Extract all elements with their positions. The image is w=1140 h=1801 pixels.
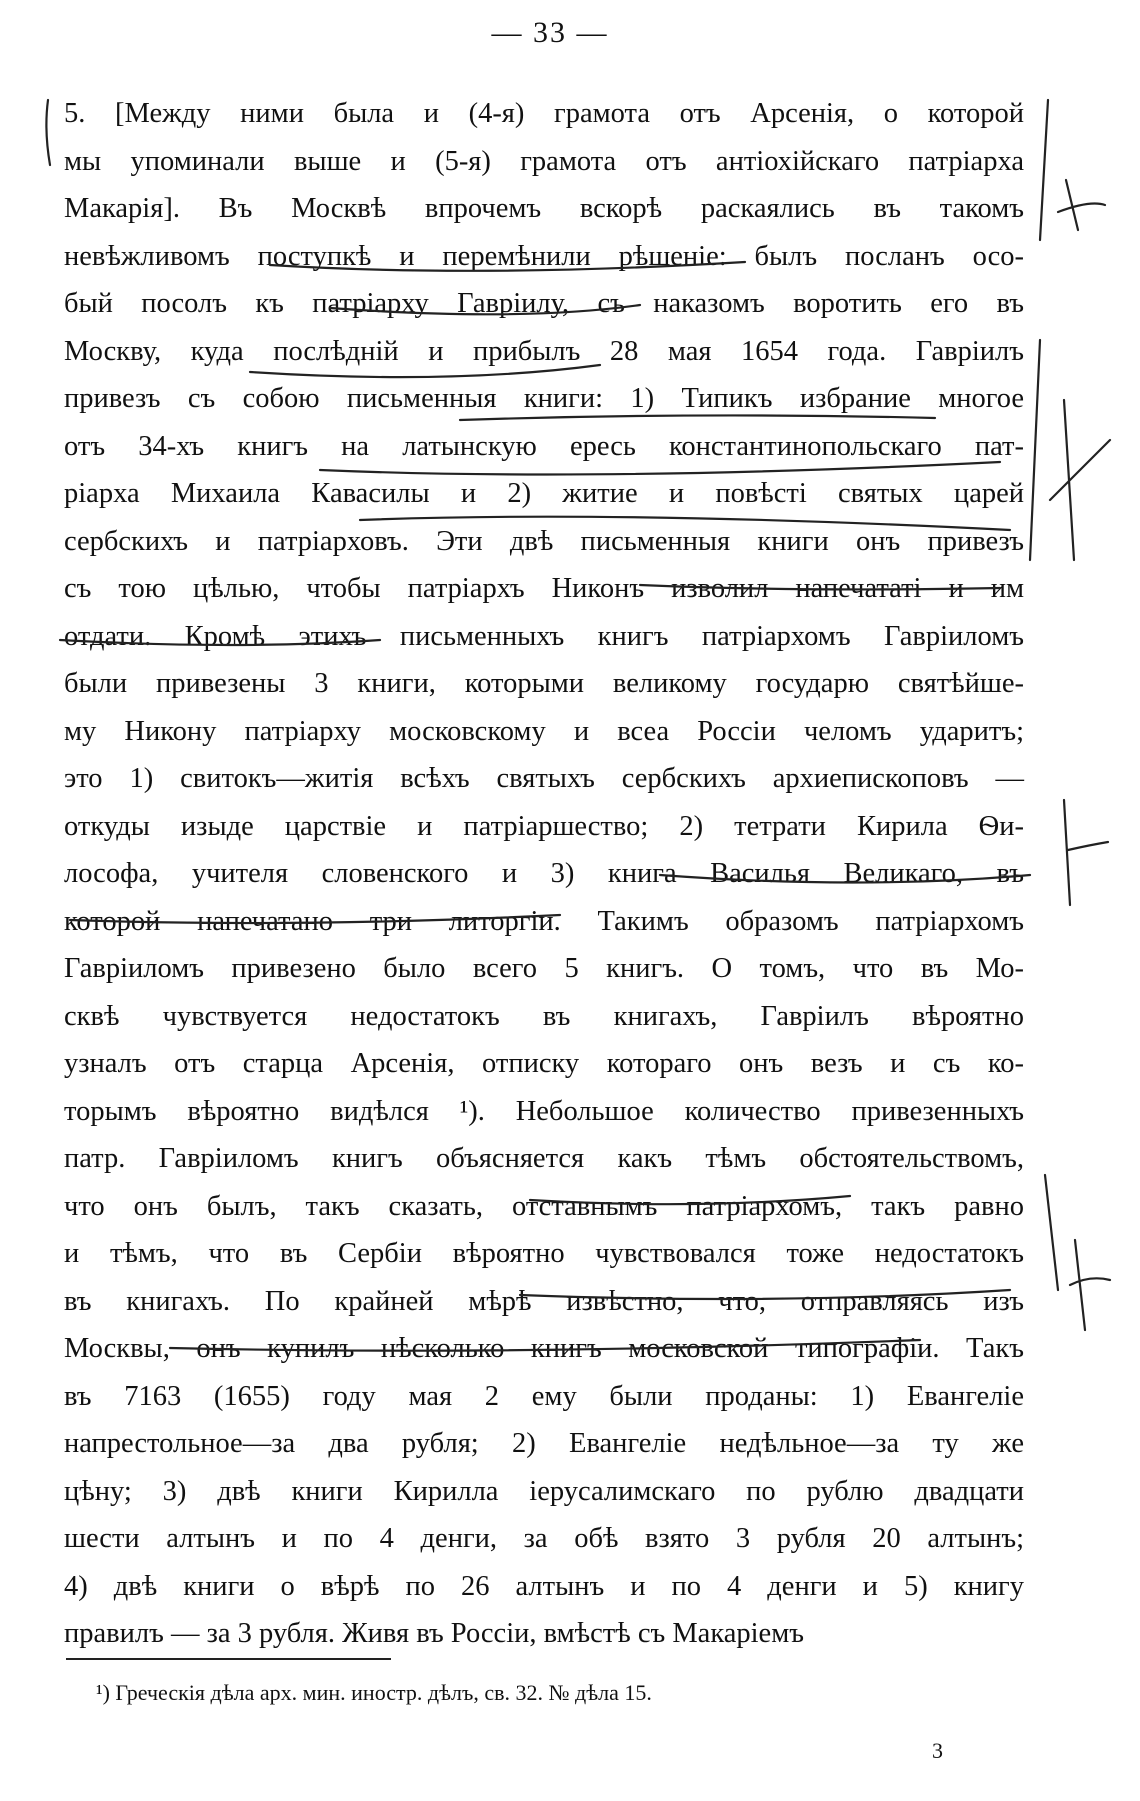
margin-bracket-mark — [46, 100, 50, 165]
text-line: сквѣ чувствуется недостатокъ въ книгахъ, Гавріилъ вѣроятно — [64, 1000, 1024, 1032]
margin-cross-mark — [1064, 800, 1108, 905]
text-line: въ книгахъ. По крайней мѣрѣ извѣстно, что, отправляясь изъ — [64, 1285, 1024, 1317]
margin-cross-mark — [1050, 400, 1110, 560]
text-line: бый посолъ къ патріарху Гавріилу, съ наказомъ воротить его въ — [64, 288, 1024, 319]
text-line: привезъ съ собою письменныя книги: 1) Типикъ избрание многое — [64, 383, 1024, 414]
margin-line-mark — [1045, 1175, 1058, 1290]
text-line: съ тою цѣлью, чтобы патріархъ Никонъ изволил напечататі и им — [64, 573, 1024, 604]
text-line: невѣжливомъ поступкѣ и перемѣнили рѣшеніе: былъ посланъ осо- — [64, 240, 1024, 272]
footnote: ¹) Греческія дѣла арх. мин. иностр. дѣлъ, св. 32. № дѣла 15. — [96, 1680, 652, 1705]
text-line: Москву, куда послѣдній и прибылъ 28 мая 1654 года. Гавріилъ — [64, 335, 1024, 367]
text-line: это 1) свитокъ—житія всѣхъ святыхъ сербскихъ архиепископовъ — — [64, 763, 1024, 794]
text-line: лософа, учителя словенского и 3) книга Василья Великаго, въ — [64, 858, 1024, 889]
text-line: 5. [Между ними была и (4-я) грамота отъ Арсенія, о которой — [64, 98, 1024, 129]
text-line: узналъ отъ старца Арсенія, отписку котораго онъ везъ и съ ко- — [64, 1048, 1024, 1079]
text-line: отдати. Кромѣ этихъ письменныхъ книгъ патріархомъ Гавріиломъ — [64, 620, 1024, 652]
margin-check-mark — [1058, 180, 1105, 230]
text-line: торымъ вѣроятно видѣлся ¹). Небольшое количество привезенныхъ — [64, 1095, 1024, 1127]
footnote-divider — [66, 1658, 391, 1660]
text-line: цѣну; 3) двѣ книги Кирилла іерусалимскаго по рублю двадцати — [64, 1475, 1024, 1507]
text-line: сербскихъ и патріарховъ. Эти двѣ письменныя книги онъ привезъ — [64, 525, 1024, 557]
text-line: въ 7163 (1655) году мая 2 ему были проданы: 1) Евангеліе — [64, 1380, 1024, 1412]
margin-cross-mark — [1070, 1240, 1110, 1330]
margin-line-mark — [1030, 340, 1040, 560]
printer-signature-mark: 3 — [932, 1738, 943, 1763]
text-line: мы упоминали выше и (5-я) грамота отъ антіохійскаго патріарха — [64, 145, 1024, 177]
text-line: 4) двѣ книги о вѣрѣ по 26 алтынъ и по 4 денги и 5) книгу — [64, 1570, 1024, 1602]
text-line: правилъ — за 3 рубля. Живя въ Россіи, вмѣстѣ съ Макаріемъ — [64, 1618, 804, 1649]
text-line: патр. Гавріиломъ книгъ объясняется какъ тѣмъ обстоятельствомъ, — [64, 1143, 1024, 1174]
text-line: отъ 34-хъ книгъ на латынскую ересь константинопольскаго пат- — [64, 430, 1024, 462]
text-line: и тѣмъ, что въ Сербіи вѣроятно чувствовался тоже недостатокъ — [64, 1238, 1024, 1269]
margin-line-mark — [1040, 100, 1048, 240]
text-line: что онъ былъ, такъ сказать, отставнымъ патріархомъ, такъ равно — [64, 1190, 1024, 1222]
page-number: — 33 — — [491, 16, 609, 49]
text-line: Макарія]. Въ Москвѣ впрочемъ вскорѣ раскаялись въ такомъ — [64, 193, 1024, 224]
text-line: которой напечатано три литоргіи. Такимъ образомъ патріархомъ — [64, 905, 1024, 937]
text-line: были привезены 3 книги, которыми великому государю святѣйше- — [64, 668, 1024, 699]
text-line: му Никону патріарху московскому и всеа Россіи челомъ ударитъ; — [64, 715, 1024, 747]
text-line: Москвы, онъ купилъ нѣсколько книгъ московской типографіи. Такъ — [64, 1333, 1024, 1364]
text-line: шести алтынъ и по 4 денги, за обѣ взято 3 рубля 20 алтынъ; — [64, 1523, 1024, 1554]
body-text — [64, 90, 1024, 1658]
text-line: откуды изыде царствіе и патріаршество; 2) тетрати Кирила Ѳи- — [64, 810, 1024, 842]
text-line: Гавріиломъ привезено было всего 5 книгъ. О томъ, что въ Мо- — [64, 953, 1024, 984]
text-line: ріарха Михаила Кавасилы и 2) житие и повѣсті святых царей — [64, 478, 1024, 509]
text-line: напрестольное—за два рубля; 2) Евангеліе недѣльное—за ту же — [64, 1428, 1024, 1459]
